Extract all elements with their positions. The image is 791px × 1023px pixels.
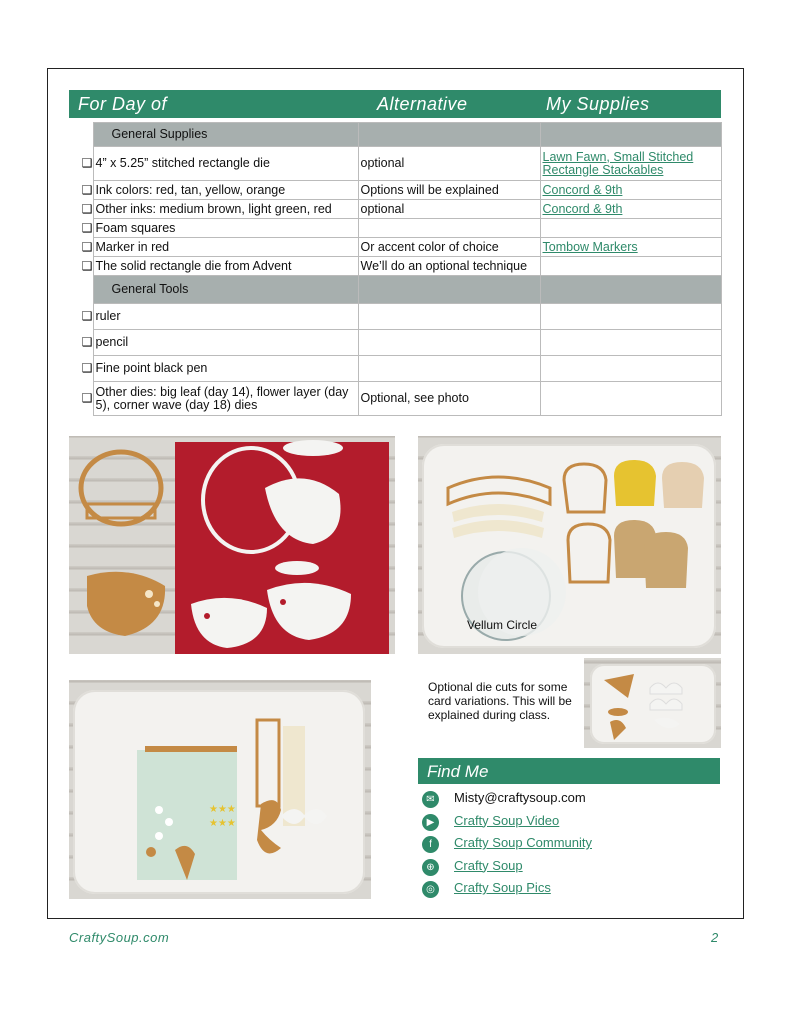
supply-item-cell <box>93 382 358 416</box>
photo-fishbowl-dies-art <box>69 436 395 654</box>
supply-link[interactable]: Concord & 9th <box>542 201 623 216</box>
supply-item-cell <box>93 330 358 356</box>
photo-toast-dies <box>418 436 721 654</box>
supply-alternative-cell <box>358 123 540 147</box>
contact-item <box>422 835 722 858</box>
instagram-icon: ◎ <box>422 881 439 898</box>
photo-optional-die-cuts <box>584 658 721 748</box>
supply-source-cell <box>540 356 721 382</box>
supply-item-cell <box>93 304 358 330</box>
supply-item-text: Other inks: medium brown, light green, red <box>95 201 332 216</box>
contact-list <box>422 790 722 903</box>
contact-item <box>422 858 722 881</box>
table-row <box>79 238 721 257</box>
supply-alternative-text: optional <box>360 156 405 170</box>
supply-item-text: The solid rectangle die from Advent <box>95 258 292 273</box>
photo-misc-dies-art <box>69 680 371 899</box>
supply-item-cell <box>93 123 358 147</box>
globe-icon: ⊕ <box>422 859 439 876</box>
header-my-supplies: My Supplies <box>546 94 650 114</box>
supply-item-cell <box>93 200 358 219</box>
supply-source-cell <box>540 330 721 356</box>
supply-alternative-cell <box>358 257 540 276</box>
contact-link[interactable]: Crafty Soup Video <box>454 812 560 828</box>
supply-alternative-cell <box>358 276 540 304</box>
supply-alternative-cell <box>358 200 540 219</box>
table-row <box>79 356 721 382</box>
supply-alternative-text: optional <box>360 201 405 216</box>
supply-item-text: Ink colors: red, tan, yellow, orange <box>95 182 286 197</box>
checkbox[interactable]: ❑ <box>79 147 93 181</box>
table-row <box>79 330 721 356</box>
supply-source-cell <box>540 123 721 147</box>
checkbox[interactable]: ❑ <box>79 356 93 382</box>
supply-item-text: Marker in red <box>95 239 170 254</box>
supply-item-cell <box>93 276 358 304</box>
supply-alternative-text: Options will be explained <box>360 182 499 197</box>
supply-source-cell <box>540 147 721 181</box>
table-row <box>79 181 721 200</box>
supply-source-cell <box>540 304 721 330</box>
supply-item-text: General Supplies <box>111 127 208 141</box>
supply-item-cell <box>93 238 358 257</box>
contact-item <box>422 790 722 813</box>
supply-alternative-text: We’ll do an optional technique <box>360 258 528 273</box>
checkbox[interactable]: ❑ <box>79 219 93 238</box>
section-row <box>79 123 721 147</box>
supply-source-cell <box>540 238 721 257</box>
table-row <box>79 257 721 276</box>
supply-source-cell <box>540 181 721 200</box>
supply-alternative-cell <box>358 330 540 356</box>
supplies-table-header <box>69 90 721 118</box>
table-row <box>79 200 721 219</box>
supplies-table <box>79 122 722 416</box>
header-alternative: Alternative <box>377 94 468 114</box>
email-icon: ✉ <box>422 791 439 808</box>
supply-item-text: pencil <box>95 335 129 349</box>
photo-misc-dies <box>69 680 371 899</box>
supply-alternative-text: Or accent color of choice <box>360 239 499 254</box>
supply-item-text: ruler <box>95 309 121 323</box>
supply-item-text: Fine point black pen <box>95 361 208 375</box>
supply-item-cell <box>93 181 358 200</box>
checkbox[interactable]: ❑ <box>79 200 93 219</box>
table-row <box>79 304 721 330</box>
checkbox[interactable]: ❑ <box>79 257 93 276</box>
supply-alternative-cell <box>358 304 540 330</box>
supply-item-cell <box>93 219 358 238</box>
facebook-icon: f <box>422 836 439 853</box>
checkbox[interactable]: ❑ <box>79 330 93 356</box>
supply-alternative-cell <box>358 147 540 181</box>
svg-text:★★★: ★★★ <box>209 804 236 815</box>
checkbox[interactable]: ❑ <box>79 181 93 200</box>
supply-link[interactable]: Concord & 9th <box>542 182 623 197</box>
supply-source-cell <box>540 257 721 276</box>
supply-item-cell <box>93 147 358 181</box>
youtube-icon: ▶ <box>422 814 439 831</box>
supply-alternative-cell <box>358 181 540 200</box>
contact-link[interactable]: Crafty Soup Community <box>454 835 592 850</box>
supply-source-cell <box>540 276 721 304</box>
photo-optional-die-cuts-art <box>584 658 721 748</box>
contact-link[interactable]: Crafty Soup <box>454 857 523 873</box>
header-for-day-of: For Day of <box>78 94 168 114</box>
supply-source-cell <box>540 219 721 238</box>
checkbox[interactable]: ❑ <box>79 238 93 257</box>
supply-item-text: Foam squares <box>95 220 176 235</box>
checkbox[interactable]: ❑ <box>79 304 93 330</box>
supply-alternative-text: Optional, see photo <box>360 391 469 405</box>
supply-item-cell <box>93 356 358 382</box>
supply-alternative-cell <box>358 238 540 257</box>
find-me-title: Find Me <box>427 762 489 781</box>
contact-link[interactable]: Misty@craftysoup.com <box>454 790 586 805</box>
checkbox <box>79 123 93 147</box>
supply-item-cell <box>93 257 358 276</box>
supply-item-text: General Tools <box>111 282 189 296</box>
optional-die-cuts-caption: Optional die cuts for some card variations. This will be explained during class. <box>428 680 572 722</box>
vellum-circle-caption: Vellum Circle <box>467 618 538 632</box>
section-row <box>79 276 721 304</box>
supply-source-cell <box>540 382 721 416</box>
checkbox <box>79 276 93 304</box>
contact-item <box>422 813 722 836</box>
table-row <box>79 219 721 238</box>
supply-link[interactable]: Tombow Markers <box>542 239 638 254</box>
supply-alternative-cell <box>358 219 540 238</box>
photo-toast-dies-art <box>418 436 721 654</box>
find-me-header <box>418 758 720 784</box>
supply-item-text: 4” x 5.25” stitched rectangle die <box>95 156 270 170</box>
contact-item <box>422 880 722 903</box>
supply-link[interactable]: Lawn Fawn, Small Stitched Rectangle Stackables <box>542 149 694 177</box>
footer-page-number: 2 <box>711 930 719 945</box>
checkbox[interactable]: ❑ <box>79 382 93 416</box>
svg-text:★★★: ★★★ <box>209 818 236 829</box>
supply-item-text: Other dies: big leaf (day 14), flower layer (day 5), corner wave (day 18) dies <box>95 384 349 412</box>
footer-site[interactable]: CraftySoup.com <box>69 930 170 945</box>
photo-fishbowl-dies <box>69 436 395 654</box>
contact-link[interactable]: Crafty Soup Pics <box>454 880 551 895</box>
supply-alternative-cell <box>358 382 540 416</box>
supply-source-cell <box>540 200 721 219</box>
table-row <box>79 147 721 181</box>
table-row <box>79 382 721 416</box>
supply-alternative-cell <box>358 356 540 382</box>
